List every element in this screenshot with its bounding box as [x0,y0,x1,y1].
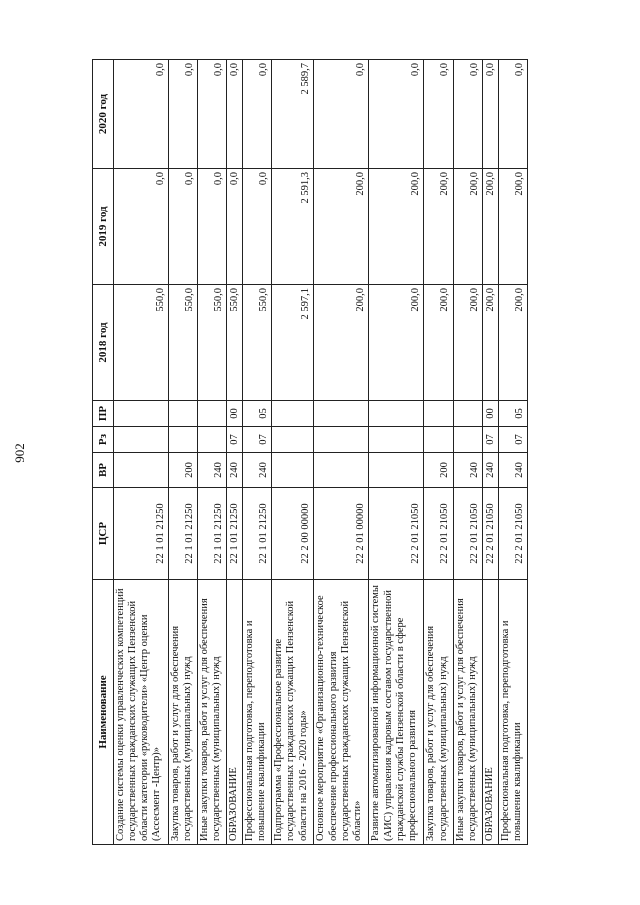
table-row [243,60,272,845]
row-csr: 22 2 01 21050 [498,488,527,580]
row-2018: 200,0 [314,285,369,401]
row-rz [198,427,227,453]
row-rz: 07 [482,427,498,453]
row-name: Иные закупки товаров, работ и услуг для обеспечения государственных (муниципальных) нужд [198,580,227,845]
row-csr: 22 2 01 00000 [314,488,369,580]
row-2018: 550,0 [243,285,272,401]
row-rz [453,427,482,453]
row-name: Основное мероприятие «Организационно-техническое обеспечение профессионального развития государственных гражданских служащих Пензенской области» [314,580,369,845]
row-vr: 240 [498,453,527,488]
table-row [198,60,227,845]
row-name: Создание системы оценки управленческих компетенций государственных гражданских служащих Пензенской области категории «руководители» «Центр оценки (Ассесмент -Центр)» [114,580,169,845]
table-row [453,60,482,845]
row-rz [314,427,369,453]
table-row [482,60,498,845]
row-2018: 550,0 [198,285,227,401]
row-2018: 200,0 [482,285,498,401]
table-row [272,60,314,845]
row-csr: 22 1 01 21250 [168,488,197,580]
row-pr [314,401,369,427]
header-row [93,60,114,845]
row-2020: 0,0 [198,60,227,169]
row-pr [168,401,197,427]
table-row [498,60,527,845]
row-2019: 200,0 [424,169,453,285]
row-2018: 200,0 [453,285,482,401]
row-pr [272,401,314,427]
row-csr: 22 1 01 21250 [243,488,272,580]
row-vr: 240 [243,453,272,488]
row-name: Профессиональная подготовка, переподготовка и повышение квалификации [498,580,527,845]
header-csr: ЦСР [93,488,114,580]
row-2019: 200,0 [369,169,424,285]
row-2020: 0,0 [424,60,453,169]
row-vr: 240 [453,453,482,488]
table-body [114,60,528,845]
row-name: ОБРАЗОВАНИЕ [482,580,498,845]
header-year-2018: 2018 год [93,285,114,401]
row-csr: 22 2 01 21050 [482,488,498,580]
row-vr: 200 [424,453,453,488]
row-2019: 200,0 [314,169,369,285]
row-csr: 22 2 01 21050 [453,488,482,580]
row-2020: 2 589,7 [272,60,314,169]
row-2020: 0,0 [243,60,272,169]
row-vr [272,453,314,488]
header-name: Наименование [93,580,114,845]
header-rz: Рз [93,427,114,453]
row-2020: 0,0 [369,60,424,169]
row-name: Закупка товаров, работ и услуг для обеспечения государственных (муниципальных) нужд [424,580,453,845]
row-vr: 240 [227,453,243,488]
row-2018: 200,0 [498,285,527,401]
row-2020: 0,0 [227,60,243,169]
table-row [227,60,243,845]
row-2018: 550,0 [227,285,243,401]
row-2019: 200,0 [482,169,498,285]
row-2018: 550,0 [168,285,197,401]
row-rz: 07 [243,427,272,453]
row-2020: 0,0 [314,60,369,169]
table-row [424,60,453,845]
row-vr [314,453,369,488]
row-2019: 200,0 [453,169,482,285]
row-pr: 00 [227,401,243,427]
row-pr [424,401,453,427]
row-vr: 240 [482,453,498,488]
header-year-2020: 2020 год [93,60,114,169]
row-rz [168,427,197,453]
row-csr: 22 2 01 21050 [369,488,424,580]
row-rz: 07 [227,427,243,453]
row-2018: 200,0 [424,285,453,401]
header-vr: ВР [93,453,114,488]
row-rz [369,427,424,453]
row-2019: 200,0 [498,169,527,285]
row-pr [114,401,169,427]
row-name: Профессиональная подготовка, переподготовка и повышение квалификации [243,580,272,845]
row-pr: 00 [482,401,498,427]
header-year-2019: 2019 год [93,169,114,285]
table-row [314,60,369,845]
row-rz: 07 [498,427,527,453]
row-2020: 0,0 [168,60,197,169]
row-name: Иные закупки товаров, работ и услуг для обеспечения государственных (муниципальных) нужд [453,580,482,845]
table-row [168,60,197,845]
table-row [114,60,169,845]
row-name: ОБРАЗОВАНИЕ [227,580,243,845]
rotated-table-container [92,60,528,845]
row-2019: 0,0 [227,169,243,285]
page-number: 902 [12,443,27,463]
row-name: Подпрограмма «Профессиональное развитие государственных гражданских служащих Пензенской области на 2016 - 2020 годы» [272,580,314,845]
row-2018: 2 597,1 [272,285,314,401]
row-pr [198,401,227,427]
row-name: Развитие автоматизированной информационной системы (АИС) управления кадровым составом государственной гражданской службы Пензенской области в сфере профессионального развития [369,580,424,845]
header-pr: ПР [93,401,114,427]
row-pr: 05 [243,401,272,427]
row-vr [369,453,424,488]
row-2020: 0,0 [498,60,527,169]
row-2020: 0,0 [453,60,482,169]
row-pr [453,401,482,427]
row-csr: 22 2 01 21050 [424,488,453,580]
row-pr: 05 [498,401,527,427]
row-2019: 0,0 [114,169,169,285]
row-vr [114,453,169,488]
row-name: Закупка товаров, работ и услуг для обеспечения государственных (муниципальных) нужд [168,580,197,845]
budget-table [92,59,528,845]
row-csr: 22 1 01 21250 [227,488,243,580]
row-2018: 550,0 [114,285,169,401]
row-csr: 22 1 01 21250 [114,488,169,580]
row-vr: 200 [168,453,197,488]
row-2020: 0,0 [482,60,498,169]
row-2019: 2 591,3 [272,169,314,285]
row-pr [369,401,424,427]
row-vr: 240 [198,453,227,488]
row-2019: 0,0 [168,169,197,285]
table-row [369,60,424,845]
row-2020: 0,0 [114,60,169,169]
row-2018: 200,0 [369,285,424,401]
row-2019: 0,0 [243,169,272,285]
row-csr: 22 1 01 21250 [198,488,227,580]
row-rz [114,427,169,453]
row-csr: 22 2 00 00000 [272,488,314,580]
row-rz [424,427,453,453]
row-2019: 0,0 [198,169,227,285]
row-rz [272,427,314,453]
